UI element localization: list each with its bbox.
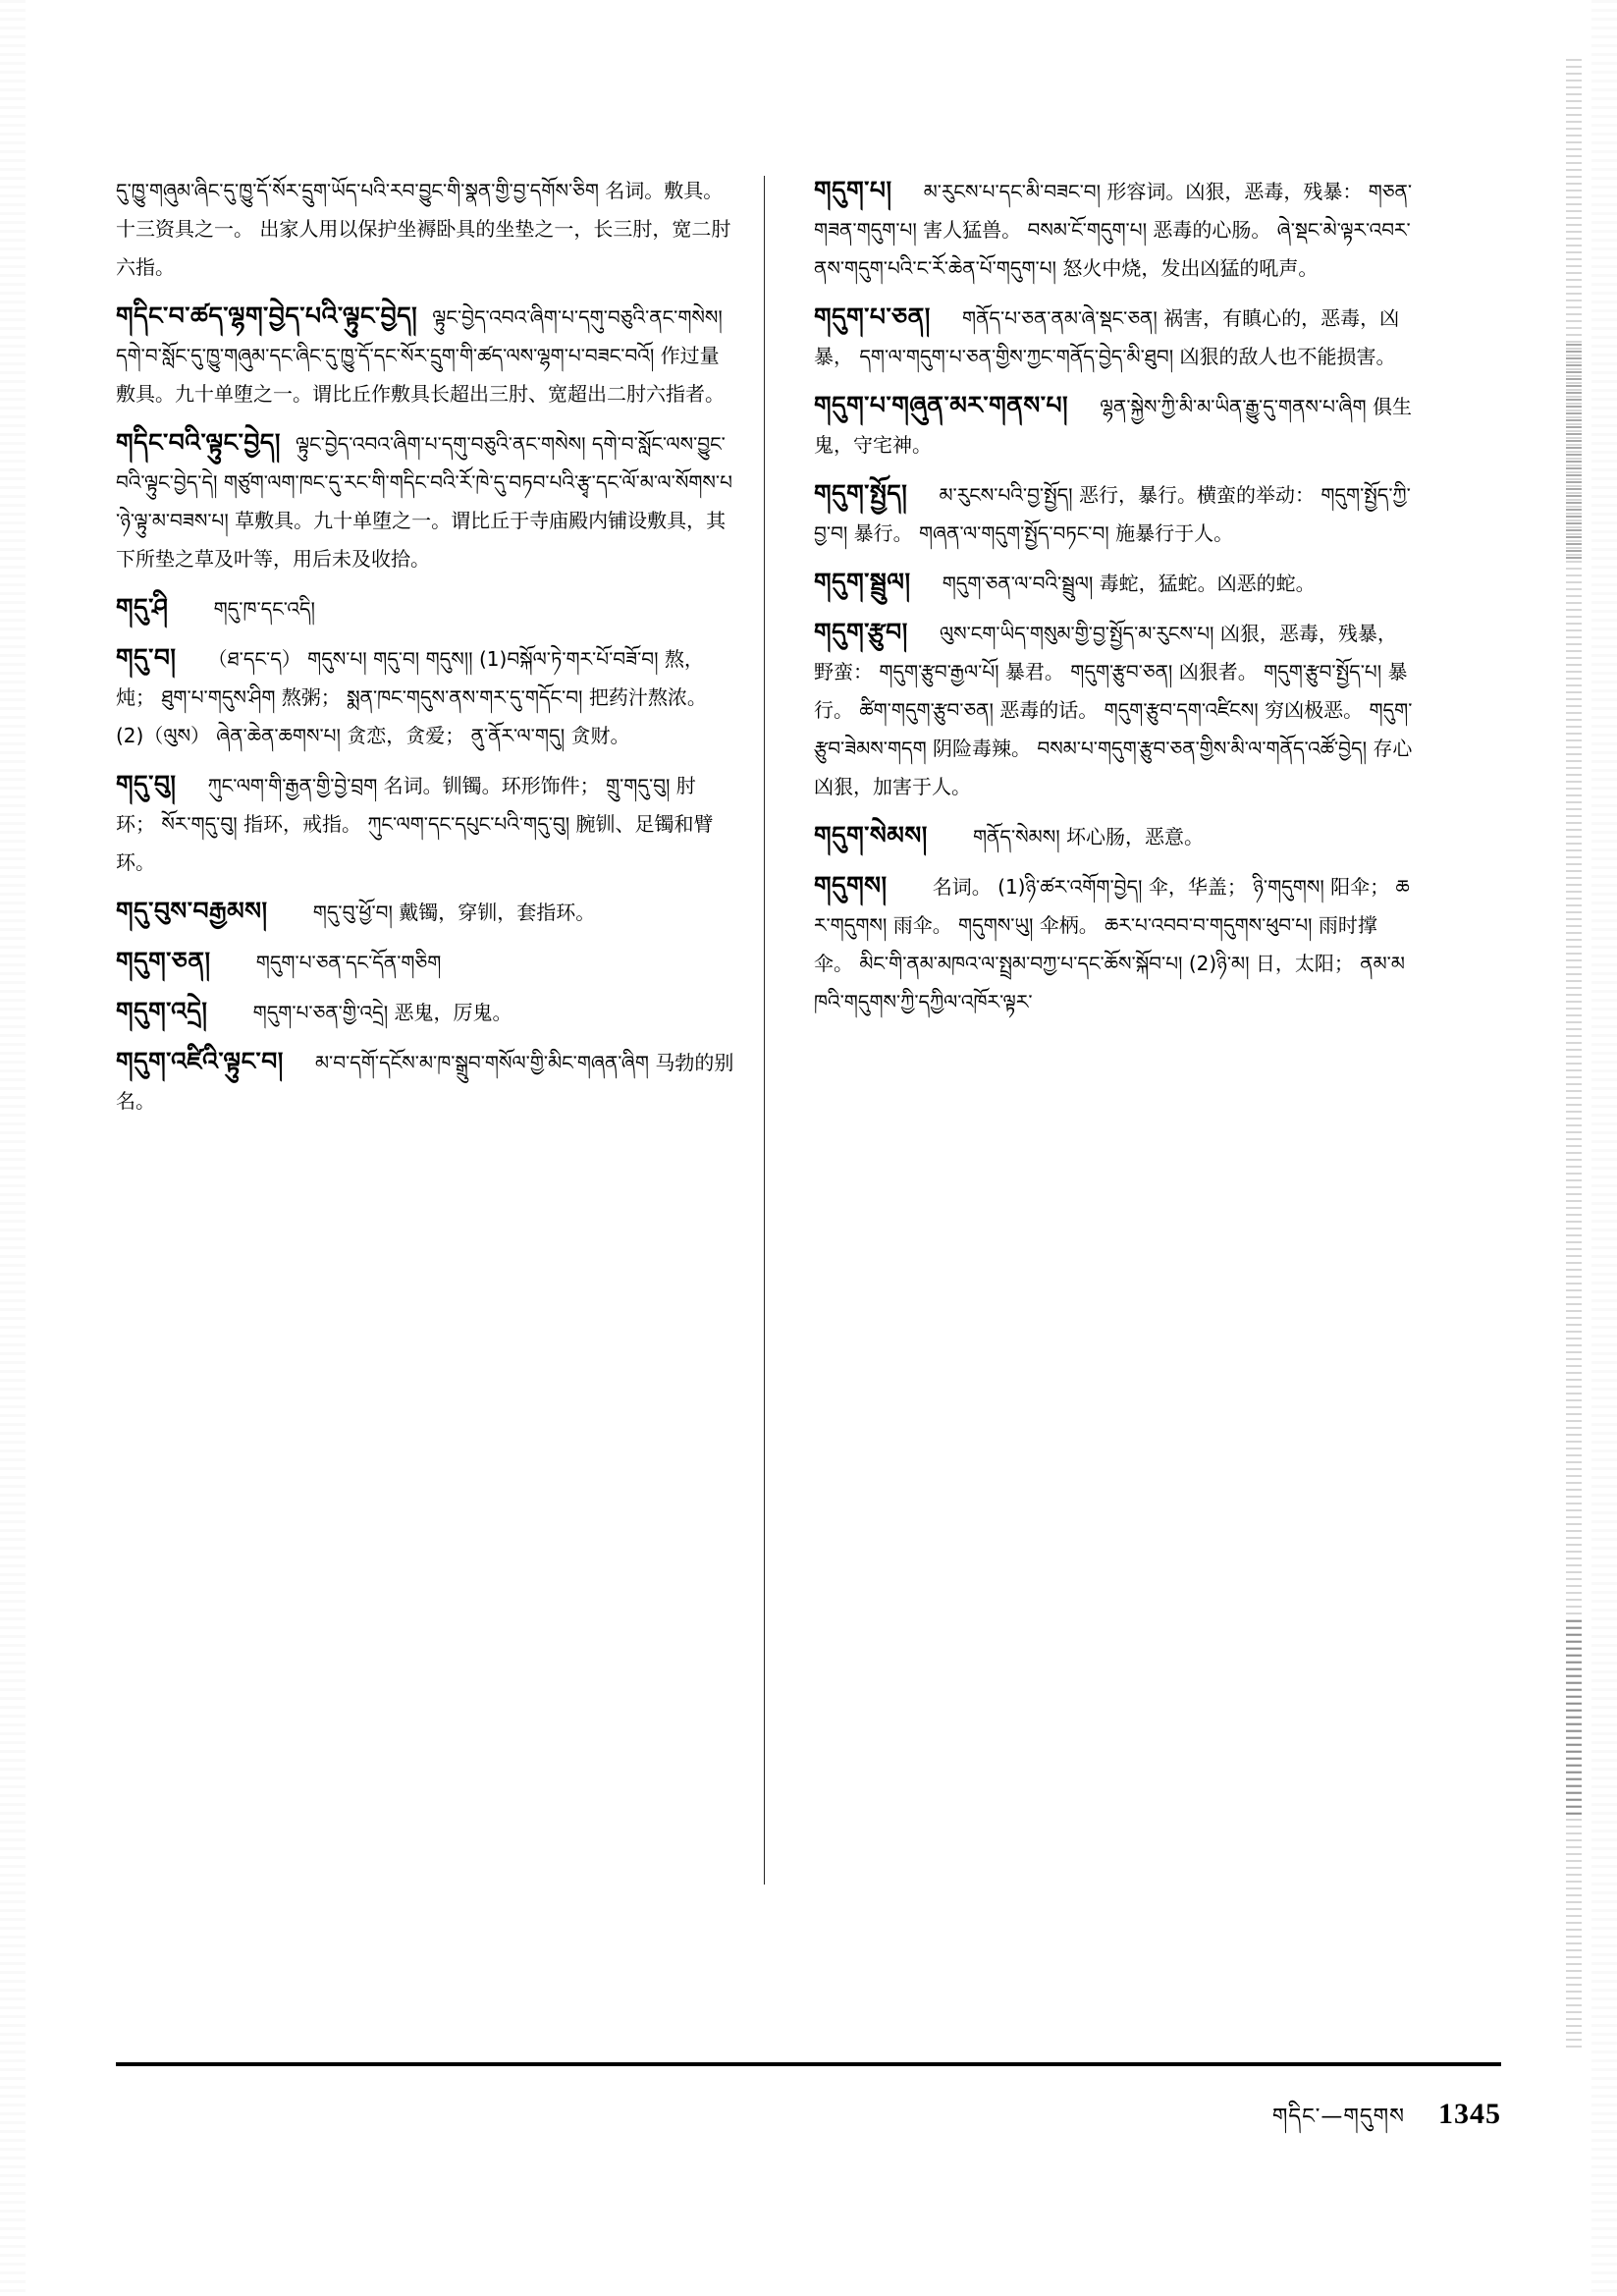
entry-headword: གདུ་བུ། (116, 770, 177, 798)
entry-body: གདུག་ཅན་ལ་བའི་སྦྲུལ། 毒蛇，猛蛇。凶恶的蛇。 (942, 572, 1316, 595)
entry-body: དུ་ཁྱུ་གཞུམ་ཞིང་དུ་ཁྱུ་དོ་སོར་དྲུག་ཡོད་པའི་རབ་བྱུང་གི་སྣན་གྱི་བྱ་དགོས་ཅིག 名词。敷具。十三资具之一。 出家人用以保护坐褥卧具的坐垫之一，长三肘，宽二肘六指。 (116, 179, 731, 279)
dictionary-entry (814, 299, 1413, 376)
entry-headword: གདིང་བ་ཚད་ལྷག་བྱེད་པའི་ལྟུང་བྱེད། (116, 301, 418, 330)
entry-body: ལུས་ངག་ཡིད་གསུམ་གྱི་བྱ་སྤྱོད་མ་རུངས་པ། 凶狠，恶毒，残暴，野蛮： གདུག་རྩུབ་རྒྱལ་པོ། 暴君。 གདུག་རྩུབ་ཅན། 凶狠者。 གདུག་རྩུབ་སྤྱོད་པ། 暴行。 ཚིག་གདུག་རྩུབ་ཅན། 恶毒的话。 གདུག་རྩུབ་དག་འཛིངས། 穷凶极恶。 གདུག་རྩུབ་ཟེམས་གདག 阴险毒辣。 བསམ་པ་གདུག་རྩུབ་ཅན་གྱིས་མི་ལ་གནོད་འཚོ་བྱེད། 存心凶狠，加害于人。 (814, 622, 1413, 798)
entry-headword: གདུག་རྩུབ། (814, 618, 908, 646)
entry-headword: གདུག་སྦྲུལ། (814, 568, 911, 596)
two-column-layout (116, 172, 1490, 2043)
dictionary-entry (116, 639, 734, 755)
entry-headword: གདུག་འཛིའི་ལྟུང་བ། (116, 1047, 284, 1075)
left-column (116, 172, 764, 2043)
entry-body: ལྷན་སྐྱེས་ཀྱི་མི་མ་ཡིན་རྒྱུ་དུ་གནས་པ་ཞིག 俱生鬼，守宅神。 (814, 395, 1412, 457)
page-content (116, 172, 1490, 2043)
scan-edge-right (1591, 0, 1617, 2296)
dictionary-entry (814, 172, 1413, 288)
entry-body: མ་རུངས་པ་དང་མི་བཟང་བ། 形容词。凶狠，恶毒，残暴： གཅན་གཟན་གདུག་པ། 害人猛兽。 བསམ་ངོ་གདུག་པ། 恶毒的心肠。 ཞེ་སྡང་མེ་ལྟར་འབར་ནས་གདུག་པའི་ང་རོ་ཆེན་པོ་གདུག་པ། 怒火中烧，发出凶猛的吼声。 (814, 180, 1413, 280)
dictionary-entry (116, 589, 734, 629)
entry-headword: གདུགས། (814, 871, 888, 900)
entry-body: མ་རུངས་པའི་བྱ་སྤྱོད། 恶行，暴行。横蛮的举动： གདུག་སྤྱོད་ཀྱི་བྱ་བ། 暴行。 གཞན་ལ་གདུག་སྤྱོད་བཏང་བ། 施暴行于人。 (814, 483, 1411, 545)
entry-body: ལྟུང་བྱེད་འབའ་ཞིག་པ་དགུ་བཅུའི་ནང་གསེས། དགེ་བ་སློང་ལས་བྱུང་བའི་ལྟུང་བྱེད་དེ། གཙུག་ལག་ཁང་དུ་རང་གི་གདིང་བའི་རོ་ཁེ་དུ་བཏབ་པའི་རྩྭ་དང་ལོ་མ་ལ་སོགས་པ་ཉེ་ལྟུ་མ་བཟས་པ། 草敷具。九十单堕之一。谓比丘于寺庙殿内铺设敷具，其下所垫之草及叶等，用后未及收拾。 (116, 432, 732, 571)
entry-headword: གདུག་པ་ཅན། (814, 302, 931, 331)
scan-tick-marks-upper (1566, 344, 1582, 560)
dictionary-entry (116, 1043, 734, 1121)
entry-body: （ཐ་དང་ད） གདུས་པ། གདུ་བ། གདུས།། (1)བསྐོལ་ཏེ་གར་པོ་བཟོ་བ། 熬，炖； ཐུག་པ་གདུས་ཤིག 熬粥； སྨན་ཁང་གདུས་ནས་གར་དུ་གདོང་བ། 把药汁熬浓。(2)（ལུས） ཞེན་ཆེན་ཆགས་པ། 贪恋，贪爱； ནུ་ནོར་ལ་གདུ། 贪财。 (116, 647, 707, 747)
entry-body: ལྟུང་བྱེད་འབའ་ཞིག་པ་དགུ་བཅུའི་ནང་གསེས། དགེ་བ་སློང་དུ་ཁྱུ་གཞུམ་དང་ཞིང་དུ་ཁྱུ་དོ་དང་སོར་དྲུག་གི་ཚད་ལས་ལྷག་པ་བཟང་བའོ། 作过量敷具。九十单堕之一。谓比丘作敷具长超出三肘、宽超出二肘六指者。 (116, 305, 725, 406)
dictionary-entry (814, 614, 1413, 806)
footer-rule (116, 2062, 1501, 2066)
dictionary-entry (116, 172, 734, 287)
footer-inner (1272, 2092, 1501, 2153)
entry-body: གདུ་བུ་ཕྱོ་བ། 戴镯，穿钏，套指环。 (312, 901, 596, 924)
page-footer (116, 2062, 1501, 2141)
scan-edge-left (0, 0, 26, 2296)
footer-headword-range: གདིང་—གདུགས (1271, 2105, 1405, 2129)
page-number: 1345 (1438, 2098, 1501, 2130)
entry-body: གདུ་ཁ་དང་འདི། (213, 597, 315, 621)
scan-tick-marks-lower (1566, 1620, 1582, 1817)
entry-body: གདུག་པ་ཅན་གྱི་འདྲེ། 恶鬼，厉鬼。 (252, 1001, 512, 1024)
dictionary-entry (814, 867, 1413, 1021)
dictionary-entry (116, 993, 734, 1032)
column-divider (764, 176, 765, 1885)
dictionary-entry (116, 424, 734, 578)
entry-headword: གདུག་ཅན། (116, 947, 211, 975)
dictionary-entry (116, 766, 734, 882)
entry-headword: གདུ་ཤི (116, 593, 169, 622)
right-column (765, 172, 1413, 2043)
entry-headword: གདུག་པ་གཞུན་མར་གནས་པ། (814, 391, 1069, 419)
entry-body: གདུག་པ་ཅན་དང་དོན་གཅིག (255, 951, 442, 974)
entry-headword: གདུ་བུས་བརྒྱམས། (116, 897, 268, 925)
dictionary-entry (814, 387, 1413, 465)
dictionary-entry (116, 298, 734, 413)
entry-headword: གདུག་འདྲེ། (116, 997, 208, 1025)
entry-body: གནོད་པ་ཅན་ནམ་ཞེ་སྡང་ཅན། 祸害，有瞋心的，恶毒，凶暴， དག་ལ་གདུག་པ་ཅན་གྱིས་ཀྱང་གནོད་བྱེད་མི་ཐུབ། 凶狠的敌人也不能损害。 (814, 306, 1400, 368)
entry-headword: གདུག་སེམས། (814, 821, 928, 849)
dictionary-entry (814, 475, 1413, 553)
dictionary-entry (814, 564, 1413, 603)
entry-body: 名词。 (1)ཉི་ཚར་འགོག་བྱེད། 伞，华盖； ཉི་གདུགས། 阳伞； ཆར་གདུགས། 雨伞。 གདུགས་ཡུ། 伞柄。 ཆར་པ་འབབ་བ་གདུགས་ཕུབ་པ། 雨时撑伞。 མིང་གི་ནམ་མཁའ་ལ་སྤྲམ་བཀྱ་པ་དང་ཆོས་སྐོབ་པ། (2)ཉི་མ། 日，太阳； ནམ་མཁའི་གདུགས་ཀྱི་དཀྱིལ་འཁོར་ལྟར་ (814, 875, 1410, 1013)
entry-headword: གདུག་སྤྱོད། (814, 479, 908, 508)
entry-body: མ་བ་དགོ་དངོས་མ་ཁ་སྒྲུབ་གསོལ་གྱི་མིང་གཞན་ཞིག 马勃的别名。 (116, 1051, 734, 1113)
dictionary-entry (814, 817, 1413, 856)
entry-body: གནོད་སེམས། 坏心肠，恶意。 (972, 825, 1205, 848)
entry-body: ཀུང་ལག་གི་རྒྱན་གྱི་བྱེ་བྲག 名词。钏镯。环形饰件； གྲུ་གདུ་བུ། 肘环； སོར་གདུ་བུ། 指环，戒指。 ཀུང་ལག་དང་དཔུང་པའི་གདུ་བུ། 腕钏、足镯和臂环。 (116, 774, 714, 874)
entry-headword: གདིང་བའི་ལྟུང་བྱེད། (116, 428, 281, 457)
dictionary-entry (116, 943, 734, 982)
dictionary-entry (116, 893, 734, 932)
entry-headword: གདུ་བ། (116, 643, 177, 672)
entry-headword: གདུག་པ། (814, 176, 892, 204)
